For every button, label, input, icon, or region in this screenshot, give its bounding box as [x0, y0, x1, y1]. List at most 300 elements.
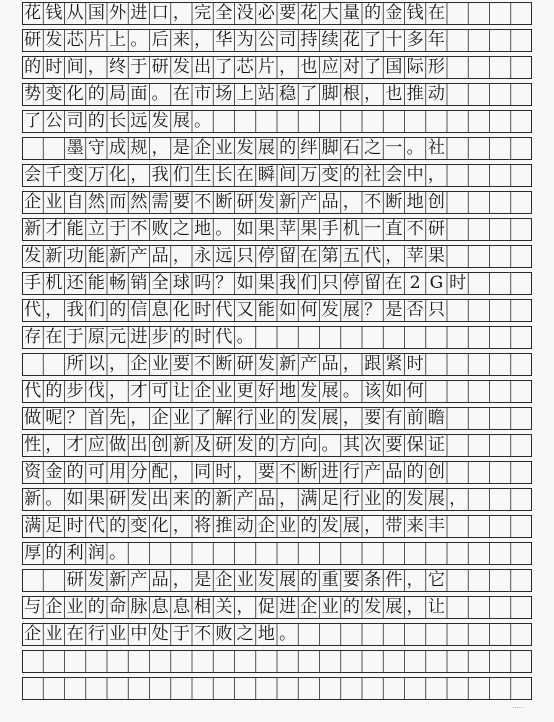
char-cell: 终 [109, 57, 127, 77]
char-cell [468, 297, 489, 324]
char-cell: 何 [406, 381, 424, 401]
char-cell: 性 [24, 435, 42, 455]
char-cell [22, 567, 43, 594]
char-cell: 品 [151, 246, 169, 266]
char-cell: 新 [24, 219, 42, 239]
char-cell: 出 [151, 489, 169, 509]
char-cell: 万 [87, 165, 105, 185]
char-cell: 地 [279, 381, 297, 401]
char-cell: 不 [194, 624, 212, 644]
char-cell: 的 [342, 597, 360, 617]
char-cell: 产 [236, 489, 254, 509]
char-cell: 将 [194, 516, 212, 536]
char-cell: 前 [406, 408, 424, 428]
char-cell: 间 [66, 57, 84, 77]
char-cell [490, 540, 511, 567]
char-cell: 之 [236, 624, 254, 644]
char-cell: 停 [342, 273, 360, 293]
char-cell: 业 [321, 597, 339, 617]
char-cell: 品 [257, 489, 275, 509]
char-cell [490, 243, 511, 270]
char-cell: 们 [172, 165, 190, 185]
char-cell: 金 [385, 3, 403, 23]
char-cell [213, 540, 234, 567]
char-cell: 大 [321, 3, 339, 23]
char-cell: 研 [236, 354, 254, 374]
char-cell: 业 [236, 570, 254, 590]
char-cell: 研 [236, 192, 254, 212]
char-cell: 在 [66, 624, 84, 644]
char-cell: 其 [342, 435, 360, 455]
char-cell: 畅 [109, 273, 127, 293]
char-cell: 只 [427, 300, 445, 320]
char-cell [468, 540, 489, 567]
char-cell [65, 675, 86, 702]
char-cell: 发 [406, 489, 424, 509]
char-cell [22, 648, 43, 675]
char-cell [426, 351, 447, 378]
char-cell: 企 [194, 381, 212, 401]
char-cell: 们 [87, 300, 105, 320]
char-cell: 否 [406, 300, 424, 320]
char-cell: 败 [151, 219, 169, 239]
char-cell: 中 [130, 624, 148, 644]
char-cell [277, 324, 298, 351]
char-cell: 先 [109, 408, 127, 428]
essay-line [22, 621, 532, 648]
char-cell: 代 [24, 300, 42, 320]
char-cell: 之 [172, 219, 190, 239]
char-cell: 要 [172, 354, 190, 374]
char-cell: 只 [321, 273, 339, 293]
char-cell: 的 [24, 57, 42, 77]
char-cell: 生 [194, 165, 212, 185]
char-cell: 成 [109, 138, 127, 158]
char-cell: 。 [109, 543, 127, 563]
page-number: ...... [512, 703, 524, 710]
char-cell: 新 [215, 489, 233, 509]
char-cell [150, 540, 171, 567]
char-cell: ， [172, 570, 190, 590]
char-cell: 司 [66, 111, 84, 131]
char-cell: 所 [66, 354, 84, 374]
char-cell [447, 135, 468, 162]
char-cell: 伐 [87, 381, 105, 401]
char-cell: 必 [257, 3, 275, 23]
char-cell: 败 [215, 624, 233, 644]
char-cell: 果 [257, 219, 275, 239]
essay-line [22, 81, 532, 108]
char-cell: 发 [45, 30, 63, 50]
char-cell [490, 189, 511, 216]
char-cell: 品 [385, 462, 403, 482]
char-cell: 而 [109, 192, 127, 212]
char-cell: 才 [45, 219, 63, 239]
char-cell: 代 [215, 327, 233, 347]
char-cell: 苹 [279, 219, 297, 239]
char-cell: 的 [87, 111, 105, 131]
char-cell: 厚 [24, 543, 42, 563]
char-cell [65, 648, 86, 675]
char-cell: 应 [321, 57, 339, 77]
char-cell [256, 108, 277, 135]
char-cell: 新 [24, 489, 42, 509]
char-cell: 企 [24, 624, 42, 644]
char-cell: 企 [194, 138, 212, 158]
char-cell: 花 [300, 3, 318, 23]
char-cell: 创 [151, 435, 169, 455]
char-cell: 手 [321, 219, 339, 239]
char-cell: 新 [109, 570, 127, 590]
char-cell: 推 [215, 516, 233, 536]
char-cell: ， [194, 30, 212, 50]
char-cell: ， [364, 84, 382, 104]
char-cell: 的 [109, 516, 127, 536]
essay-line [22, 108, 532, 135]
char-cell: 可 [151, 381, 169, 401]
char-cell: 出 [130, 435, 148, 455]
char-cell: 间 [279, 165, 297, 185]
char-cell: 社 [364, 165, 382, 185]
char-cell: 向 [300, 435, 318, 455]
char-cell: 2 [409, 273, 421, 293]
char-cell: 万 [300, 165, 318, 185]
char-cell [383, 108, 404, 135]
char-cell: 然 [87, 192, 105, 212]
char-cell: 原 [87, 327, 105, 347]
char-cell: 展 [257, 138, 275, 158]
char-cell: 多 [406, 30, 424, 50]
char-cell [235, 540, 256, 567]
char-cell: ， [342, 408, 360, 428]
char-cell: 钱 [406, 3, 424, 23]
char-cell: 局 [109, 84, 127, 104]
char-cell: 要 [172, 192, 190, 212]
char-cell: 出 [194, 57, 212, 77]
char-cell [468, 513, 489, 540]
char-cell: 企 [257, 516, 275, 536]
char-cell [171, 675, 192, 702]
char-cell: 。 [406, 138, 424, 158]
char-cell: 规 [130, 138, 148, 158]
char-cell [468, 81, 489, 108]
char-cell [362, 324, 383, 351]
char-cell: ， [109, 354, 127, 374]
char-cell [490, 378, 511, 405]
char-cell [511, 351, 532, 378]
char-cell [426, 648, 447, 675]
char-cell: 化 [172, 300, 190, 320]
char-cell [511, 162, 532, 189]
char-cell: 口 [151, 3, 169, 23]
char-cell: 业 [109, 624, 127, 644]
char-cell: 能 [257, 300, 275, 320]
char-cell [43, 351, 64, 378]
char-cell [277, 540, 298, 567]
char-cell [490, 432, 511, 459]
essay-line [22, 54, 532, 81]
char-cell: 社 [427, 138, 445, 158]
essay-line [22, 567, 532, 594]
char-cell [490, 486, 511, 513]
char-cell [320, 108, 341, 135]
char-cell [490, 270, 511, 297]
char-cell: 是 [172, 138, 190, 158]
char-cell [490, 351, 511, 378]
char-cell: 公 [45, 111, 63, 131]
char-cell: 创 [427, 462, 445, 482]
char-cell: 的 [45, 543, 63, 563]
char-cell [468, 351, 489, 378]
char-cell: 发 [300, 381, 318, 401]
char-cell: 化 [109, 165, 127, 185]
char-cell: 续 [321, 30, 339, 50]
char-cell [447, 297, 468, 324]
char-cell [447, 621, 468, 648]
char-cell: 一 [385, 138, 403, 158]
char-cell: 地 [406, 192, 424, 212]
char-cell: 脉 [130, 597, 148, 617]
char-cell: 研 [427, 219, 445, 239]
char-cell: 代 [87, 516, 105, 536]
char-cell: 也 [300, 57, 318, 77]
char-cell: 展 [342, 516, 360, 536]
char-cell: 行 [342, 489, 360, 509]
char-cell: 在 [236, 165, 254, 185]
char-cell: 石 [342, 138, 360, 158]
essay-line [22, 135, 532, 162]
char-cell [171, 648, 192, 675]
char-cell: 要 [257, 462, 275, 482]
char-cell [43, 135, 64, 162]
char-cell [447, 108, 468, 135]
char-cell: 企 [130, 354, 148, 374]
char-cell: 代 [215, 300, 233, 320]
char-cell [426, 540, 447, 567]
char-cell: 条 [364, 570, 382, 590]
char-cell [298, 621, 319, 648]
char-cell: 变 [321, 165, 339, 185]
char-cell: 永 [194, 246, 212, 266]
char-cell: 业 [215, 138, 233, 158]
char-cell: 行 [236, 408, 254, 428]
char-cell [426, 324, 447, 351]
char-cell: 在 [45, 327, 63, 347]
char-cell: ， [236, 597, 254, 617]
char-cell [405, 675, 426, 702]
char-cell: 于 [130, 57, 148, 77]
char-cell: 才 [130, 381, 148, 401]
char-cell [511, 270, 532, 297]
char-cell: 从 [66, 3, 84, 23]
char-cell [362, 540, 383, 567]
char-cell: 展 [427, 489, 445, 509]
char-cell: 芯 [236, 57, 254, 77]
char-cell: 新 [109, 246, 127, 266]
char-cell: 的 [385, 489, 403, 509]
essay-line [22, 459, 532, 486]
char-cell: ， [427, 165, 445, 185]
char-cell [107, 675, 128, 702]
char-cell: 资 [24, 462, 42, 482]
essay-line [22, 162, 532, 189]
char-cell: 的 [300, 570, 318, 590]
char-cell [490, 216, 511, 243]
char-cell [490, 27, 511, 54]
char-cell: 上 [236, 84, 254, 104]
char-cell: 要 [279, 3, 297, 23]
char-cell: 不 [406, 219, 424, 239]
char-cell: 脚 [321, 138, 339, 158]
char-cell [511, 27, 532, 54]
char-cell: 的 [342, 165, 360, 185]
char-cell: 们 [300, 273, 318, 293]
char-cell [192, 648, 213, 675]
char-cell [362, 675, 383, 702]
char-cell: 发 [130, 489, 148, 509]
char-cell: 研 [215, 435, 233, 455]
char-cell: ， [236, 462, 254, 482]
char-cell [447, 27, 468, 54]
char-cell: 业 [172, 408, 190, 428]
char-cell [341, 675, 362, 702]
char-cell: 发 [364, 597, 382, 617]
char-cell: 它 [427, 570, 445, 590]
char-cell [405, 621, 426, 648]
char-cell [362, 648, 383, 675]
char-cell: 产 [300, 192, 318, 212]
char-cell: 的 [87, 84, 105, 104]
char-cell: ， [449, 489, 467, 509]
char-cell: 会 [24, 165, 42, 185]
char-cell [213, 108, 234, 135]
char-cell: 稳 [279, 84, 297, 104]
char-cell: 何 [300, 300, 318, 320]
char-cell: 业 [45, 192, 63, 212]
char-cell [447, 459, 468, 486]
char-cell: 片 [87, 30, 105, 50]
char-cell: 方 [279, 435, 297, 455]
char-cell [150, 675, 171, 702]
char-cell: 如 [236, 219, 254, 239]
char-cell: 然 [130, 192, 148, 212]
char-cell [128, 540, 149, 567]
char-cell: 发 [300, 408, 318, 428]
essay-line [22, 513, 532, 540]
char-cell: 新 [45, 246, 63, 266]
char-cell: 绊 [300, 138, 318, 158]
char-cell: 在 [385, 273, 403, 293]
char-cell: 花 [342, 30, 360, 50]
char-cell: 发 [321, 516, 339, 536]
char-cell: 直 [385, 219, 403, 239]
char-cell [511, 594, 532, 621]
char-cell [511, 405, 532, 432]
char-cell: 面 [130, 84, 148, 104]
char-cell: 留 [364, 273, 382, 293]
char-cell: G [429, 273, 444, 293]
char-cell [447, 162, 468, 189]
char-cell: 的 [194, 489, 212, 509]
char-cell: 要 [342, 570, 360, 590]
char-cell: 时 [66, 516, 84, 536]
char-cell [468, 270, 489, 297]
char-cell: 势 [24, 84, 42, 104]
char-cell [490, 0, 511, 27]
char-cell: 对 [342, 57, 360, 77]
char-cell: 时 [194, 300, 212, 320]
char-cell: 业 [364, 489, 382, 509]
char-cell: 信 [130, 300, 148, 320]
char-cell: 司 [279, 30, 297, 50]
char-cell [383, 324, 404, 351]
char-cell: 是 [194, 570, 212, 590]
char-cell [447, 594, 468, 621]
char-cell: 企 [45, 597, 63, 617]
char-cell: 在 [300, 246, 318, 266]
char-cell [150, 648, 171, 675]
char-cell [490, 108, 511, 135]
char-cell: 命 [109, 597, 127, 617]
char-cell [490, 162, 511, 189]
char-cell: 需 [151, 192, 169, 212]
char-cell: 发 [172, 57, 190, 77]
char-cell [43, 567, 64, 594]
essay-line [22, 432, 532, 459]
char-cell [22, 135, 43, 162]
char-cell: 长 [109, 111, 127, 131]
char-cell: 长 [215, 165, 233, 185]
char-cell: 品 [151, 570, 169, 590]
char-cell [468, 0, 489, 27]
char-cell [490, 459, 511, 486]
char-cell: 研 [109, 489, 127, 509]
char-cell: 上 [109, 30, 127, 50]
essay-line [22, 378, 532, 405]
char-cell: 金 [45, 462, 63, 482]
char-cell [383, 675, 404, 702]
char-cell: ， [385, 246, 403, 266]
char-cell [511, 189, 532, 216]
char-cell [298, 675, 319, 702]
char-cell: 进 [279, 597, 297, 617]
char-cell: ？ [215, 273, 233, 293]
char-cell: 与 [24, 597, 42, 617]
char-cell: ， [342, 354, 360, 374]
essay-line [22, 351, 532, 378]
char-cell: 首 [87, 408, 105, 428]
char-cell: 以 [87, 354, 105, 374]
char-cell [468, 216, 489, 243]
char-cell [405, 108, 426, 135]
char-cell [468, 27, 489, 54]
char-cell: 的 [172, 327, 190, 347]
essay-line [22, 270, 532, 297]
char-cell: ， [45, 435, 63, 455]
char-cell: 果 [257, 273, 275, 293]
char-cell: 了 [194, 408, 212, 428]
char-cell: 发 [321, 300, 339, 320]
char-cell: 机 [45, 273, 63, 293]
char-cell [490, 405, 511, 432]
char-cell: 公 [257, 30, 275, 50]
char-cell: 。 [321, 435, 339, 455]
char-cell: 于 [66, 327, 84, 347]
char-cell [405, 324, 426, 351]
char-cell: 年 [427, 30, 445, 50]
char-cell: 来 [172, 489, 190, 509]
char-cell: 持 [300, 30, 318, 50]
